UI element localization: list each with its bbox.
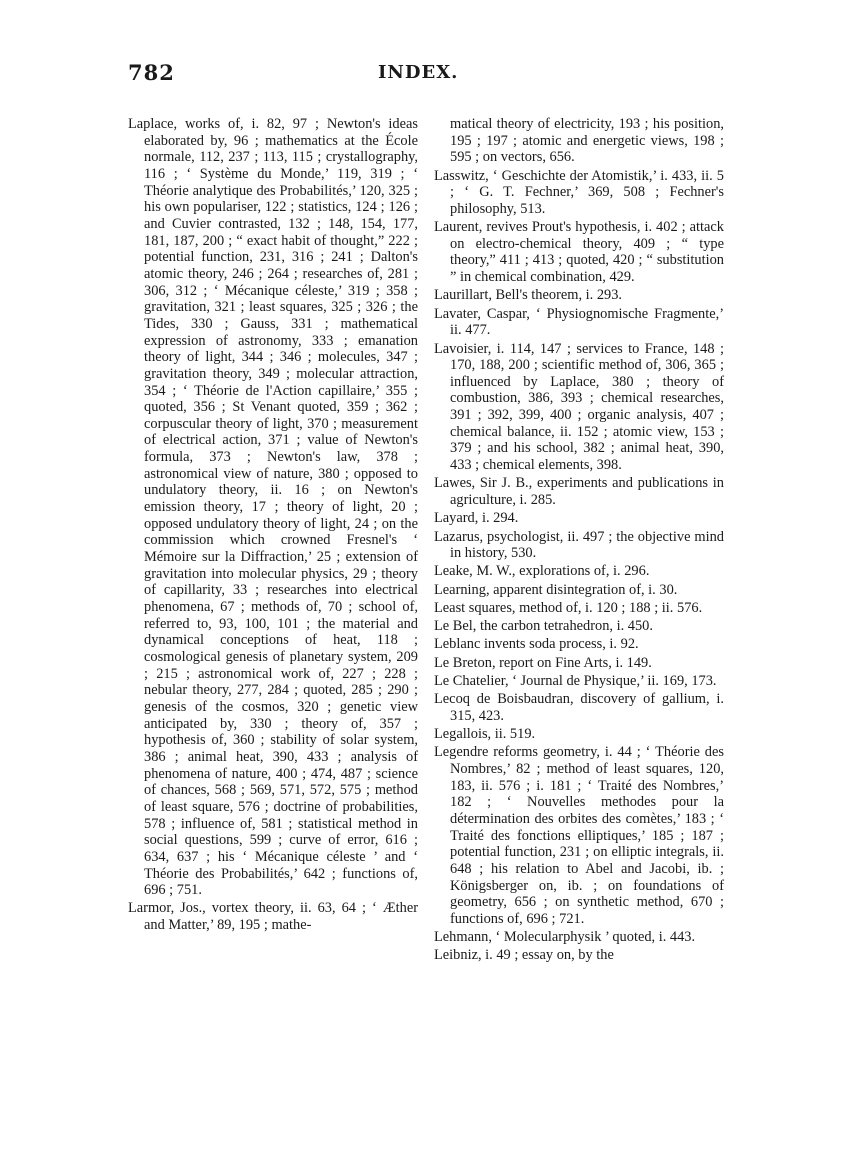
index-entry: Lasswitz, ‘ Geschichte der Atomistik,’ i. 433, ii. 5 ; ‘ G. T. Fechner,’ 369, 508 ; Fechner's philosophy, 513. (434, 167, 724, 217)
index-entry: Legendre reforms geometry, i. 44 ; ‘ Théorie des Nombres,’ 82 ; method of least squares, 120, 183, ii. 576 ; i. 181 ; ‘ Traité des Nombres,’ 182 ; ‘ Nouvelles methodes pour la détermination des orbites des comètes,’ 183 ; ‘ Traité des fonctions elliptiques,’ 185 ; 187 ; potential function, 231 ; on elliptic integrals, ii. 648 ; his relation to Abel and Jacobi, ib. ; Königsberger on, ib. ; on foundations of geometry, 656 ; on synthetic method, 670 ; functions of, 696 ; 721. (434, 744, 724, 927)
index-column-right (434, 116, 724, 966)
index-entry: Le Breton, report on Fine Arts, i. 149. (434, 654, 652, 671)
index-entry: Le Bel, the carbon tetrahedron, i. 450. (434, 618, 653, 635)
index-entry: Leblanc invents soda process, i. 92. (434, 636, 639, 653)
index-entry: Laurillart, Bell's theorem, i. 293. (434, 287, 623, 304)
index-entry: Leake, M. W., explorations of, i. 296. (434, 563, 650, 580)
index-entry: Legallois, ii. 519. (434, 726, 536, 743)
index-entry: Lawes, Sir J. B., experiments and publications in agriculture, i. 285. (434, 475, 724, 508)
index-column-left (128, 116, 418, 935)
index-entry: Laplace, works of, i. 82, 97 ; Newton's ideas elaborated by, 96 ; mathematics at the École normale, 112, 237 ; 113, 115 ; crystallography, 116 ; ‘ Système du Monde,’ 119, 319 ; ‘ Théorie analytique des Probabilités,’ 120, 325 ; his own populariser, 122 ; statistics, 124 ; 126 ; and Cuvier contrasted, 132 ; 148, 154, 177, 181, 187, 200 ; “ exact habit of thought,” 222 ; potential function, 231, 316 ; 241 ; Dalton's atomic theory, 246 ; 264 ; researches of, 281 ; 306, 312 ; ‘ Mécanique céleste,’ 319 ; 358 ; gravitation, 321 ; least squares, 325 ; 326 ; the Tides, 330 ; Gauss, 331 ; mathematical expression of astronomy, 333 ; emanation theory of light, 344 ; 346 ; molecules, 347 ; gravitation theory, 349 ; molecular attraction, 354 ; ‘ Théorie de l'Action capillaire,’ 355 ; quoted, 356 ; St Venant quoted, 359 ; 362 ; corpuscular theory of light, 370 ; measurement of electrical action, 371 ; value of Newton's formula, 373 ; Newton's law, 378 ; astronomical view of nature, 380 ; opposed to undulatory theory, ii. 16 ; on Newton's emission theory, 17 ; theory of light, 20 ; opposed undulatory theory of light, 24 ; on the commission which crowned Fresnel's ‘ Mémoire sur la Diffraction,’ 25 ; extension of gravitation into molecular physics, 29 ; theory of capillarity, 33 ; researches into electrical phenomena, 67 ; methods of, 70 ; school of, referred to, 93, 100, 101 ; the material and dynamical conceptions of heat, 118 ; cosmological genesis of planetary system, 209 ; 215 ; astronomical work of, 227 ; 228 ; nebular theory, 277, 284 ; quoted, 285 ; 290 ; genesis of the cosmos, 320 ; genetic view anticipated by, 330 ; theory of, 357 ; hypothesis of, 360 ; stability of solar system, 386 ; animal heat, 390, 433 ; analysis of phenomena of nature, 400 ; 474, 487 ; science of chances, 568 ; 569, 571, 572, 575 ; method of least square, 576 ; doctrine of probabilities, 578 ; influence of, 581 ; statistical method in social questions, 599 ; curve of error, 616 ; 634, 637 ; his ‘ Mécanique céleste ’ and ‘ Théorie des Probabilités,’ 642 ; functions of, 696 ; 751. (128, 116, 418, 899)
index-entry: Lazarus, psychologist, ii. 497 ; the objective mind in history, 530. (434, 528, 724, 562)
index-entry: matical theory of electricity, 193 ; his position, 195 ; 197 ; atomic and energetic views, 198 ; 595 ; on vectors, 656. (450, 116, 724, 166)
index-entry: Lecoq de Boisbaudran, discovery of gallium, i. 315, 423. (434, 691, 724, 724)
index-entry: Layard, i. 294. (434, 510, 519, 527)
index-entry: Larmor, Jos., vortex theory, ii. 63, 64 ; ‘ Æther and Matter,’ 89, 195 ; mathe- (128, 900, 418, 934)
index-entry: Lavater, Caspar, ‘ Physiognomische Fragmente,’ ii. 477. (434, 305, 724, 339)
page-header (128, 60, 728, 90)
page-number: 782 (128, 60, 175, 85)
index-entry: Laurent, revives Prout's hypothesis, i. 402 ; attack on electro-chemical theory, 409 ; “ type theory,” 411 ; 413 ; quoted, 420 ; “ substitution ” in chemical combination, 429. (434, 219, 724, 286)
index-entry: Leibniz, i. 49 ; essay on, by the (434, 947, 614, 964)
index-entry: Least squares, method of, i. 120 ; 188 ; ii. 576. (434, 599, 703, 616)
index-entry: Learning, apparent disintegration of, i. 30. (434, 581, 678, 598)
index-entry: Lehmann, ‘ Molecularphysik ’ quoted, i. 443. (434, 929, 696, 946)
index-entry: Lavoisier, i. 114, 147 ; services to France, 148 ; 170, 188, 200 ; scientific method of, 306, 365 ; influenced by Laplace, 380 ; theory of combustion, 386, 393 ; chemical researches, 391 ; 392, 399, 400 ; organic analysis, 407 ; chemical balance, ii. 152 ; atomic view, 153 ; 379 ; and his school, 382 ; animal heat, 390, 433 ; chemical elements, 398. (434, 340, 724, 474)
index-entry: Le Chatelier, ‘ Journal de Physique,’ ii. 169, 173. (434, 672, 717, 689)
running-title: INDEX. (378, 62, 459, 83)
